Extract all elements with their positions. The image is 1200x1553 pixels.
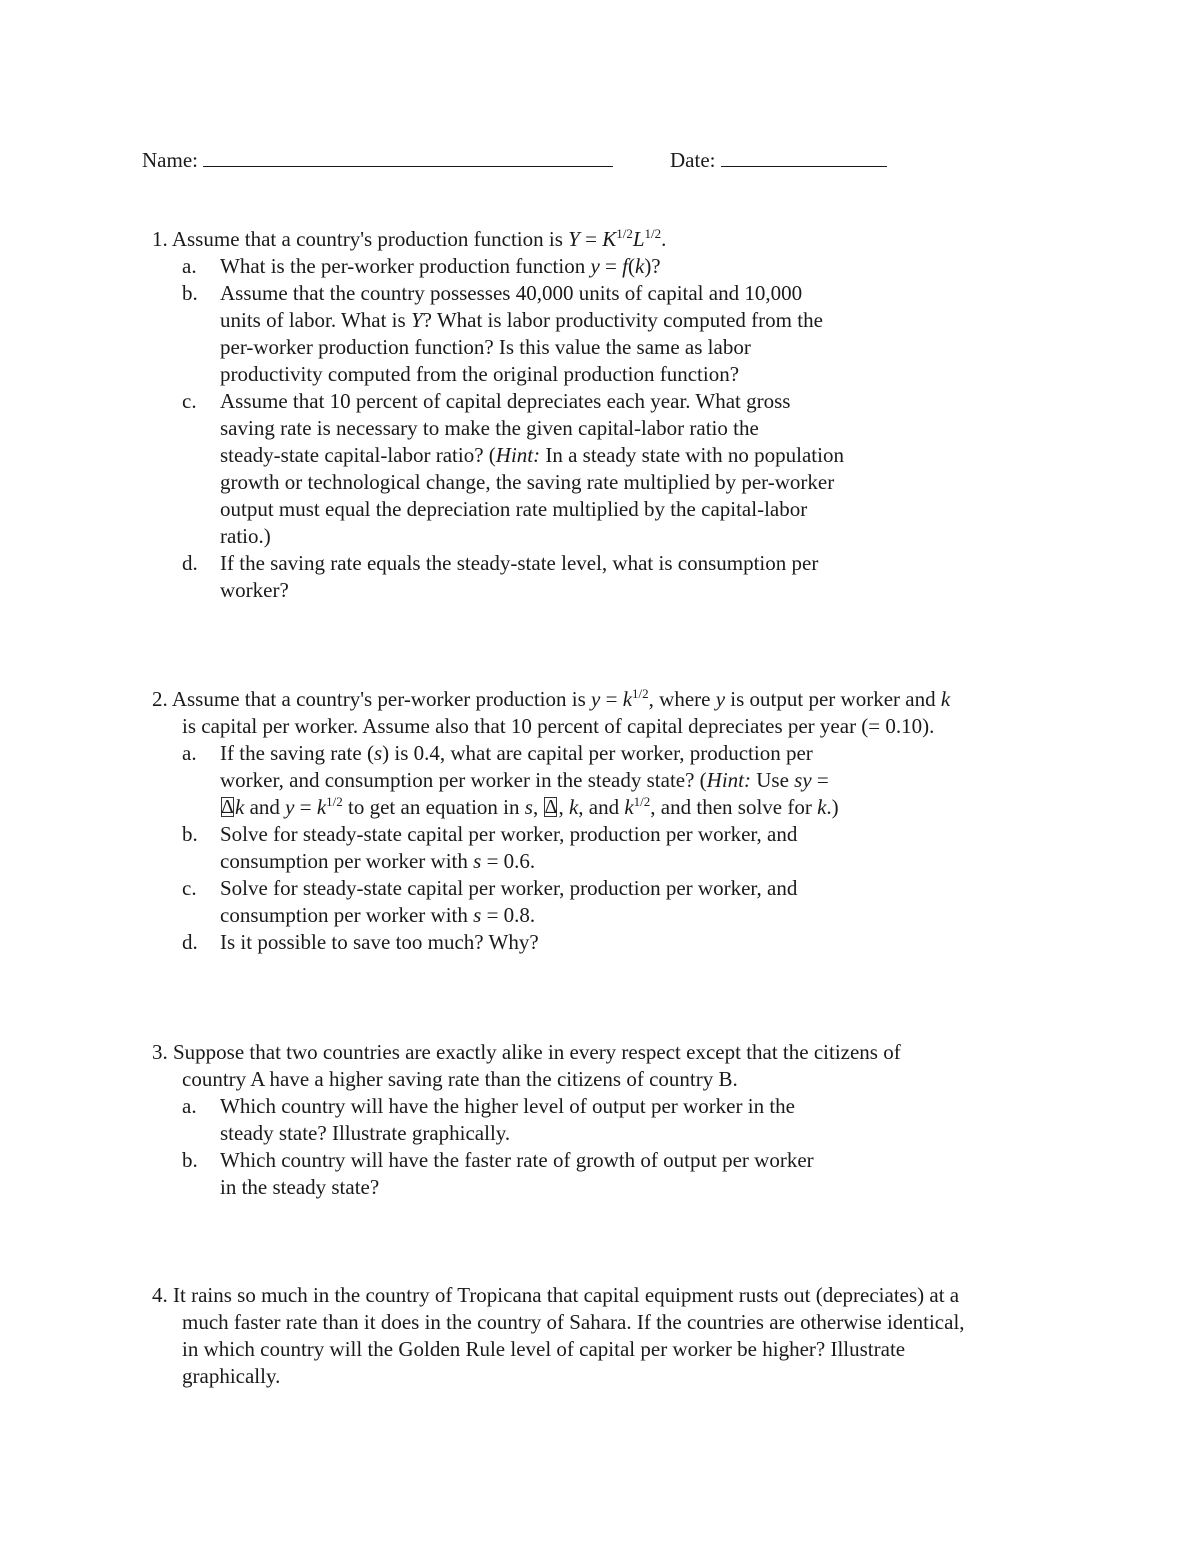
question-4-stem-line: graphically. xyxy=(182,1364,281,1388)
math-exponent: 1/2 xyxy=(644,226,662,241)
part-text: = 0.6. xyxy=(481,849,536,873)
math-var: Y xyxy=(568,227,580,251)
part-letter: b. xyxy=(182,1148,198,1172)
math-op: = xyxy=(600,687,623,711)
stem-text: Assume that a country's production function is xyxy=(171,227,569,251)
name-label: Name: xyxy=(142,148,198,172)
question-3-stem-line: country A have a higher saving rate than the citizens of country B. xyxy=(182,1067,738,1091)
math-exponent: 1/2 xyxy=(326,794,343,809)
question-4 xyxy=(152,1282,965,1390)
part-line xyxy=(220,767,950,794)
question-4-stem-line: in which country will the Golden Rule level of capital per worker be higher? Illustrate xyxy=(182,1337,906,1361)
question-1-stem xyxy=(152,226,844,253)
part-d xyxy=(152,550,844,604)
math-var: y xyxy=(715,687,726,711)
part-text: consumption per worker with xyxy=(220,903,474,927)
part-line: output must equal the depreciation rate multiplied by the capital-labor xyxy=(220,497,808,521)
math-var: k xyxy=(624,795,634,819)
part-a xyxy=(152,1093,901,1147)
part-a xyxy=(152,740,950,821)
name-blank-line[interactable] xyxy=(203,144,613,167)
part-letter: c. xyxy=(182,876,197,900)
part-letter: a. xyxy=(182,741,197,765)
part-letter: d. xyxy=(182,551,198,575)
stem-text: , where xyxy=(648,687,716,711)
part-text: , and xyxy=(578,795,625,819)
part-line xyxy=(220,794,950,821)
math-var: sy xyxy=(794,768,812,792)
part-line: ratio.) xyxy=(220,524,271,548)
part-b xyxy=(152,280,844,388)
hint-label: Hint: xyxy=(706,768,751,792)
part-b xyxy=(152,821,950,875)
question-number: 1. xyxy=(152,227,168,251)
part-text: and xyxy=(244,795,286,819)
part-line: Solve for steady-state capital per worker, production per worker, and xyxy=(220,822,798,846)
math-op: )? xyxy=(644,254,661,278)
question-3-parts xyxy=(152,1093,901,1201)
math-var: k xyxy=(235,795,245,819)
part-text: In a steady state with no population xyxy=(540,443,844,467)
math-var: y xyxy=(285,795,295,819)
math-var: k xyxy=(316,795,327,819)
question-2-parts xyxy=(152,740,950,956)
math-exponent: 1/2 xyxy=(616,226,633,241)
part-line xyxy=(220,848,950,875)
part-letter: b. xyxy=(182,281,198,305)
math-var: k xyxy=(940,687,951,711)
math-var: K xyxy=(602,227,617,251)
hint-label: Hint: xyxy=(495,443,541,467)
part-text: .) xyxy=(826,795,839,819)
part-line: worker? xyxy=(220,578,289,602)
part-text: ) is 0.4, what are capital per worker, production per xyxy=(382,741,813,765)
question-1 xyxy=(152,226,844,604)
math-var: s xyxy=(473,849,482,873)
math-var: Y xyxy=(410,308,423,332)
part-text: What is the per-worker production function xyxy=(220,254,591,278)
math-var: s xyxy=(524,795,533,819)
part-text: ? What is labor productivity computed from the xyxy=(422,308,823,332)
part-text: Use xyxy=(751,768,795,792)
part-line: Solve for steady-state capital per worker, production per worker, and xyxy=(220,876,798,900)
question-number: 3. xyxy=(152,1040,168,1064)
part-line: steady state? Illustrate graphically. xyxy=(220,1121,511,1145)
question-2 xyxy=(152,686,950,956)
delta-symbol-icon xyxy=(544,797,557,817)
part-text: = 0.8. xyxy=(481,903,536,927)
question-3-stem xyxy=(152,1039,901,1066)
part-text: , and then solve for xyxy=(650,795,818,819)
stem-text: Assume that a country's per-worker production is xyxy=(171,687,592,711)
part-letter: a. xyxy=(182,254,197,278)
math-op: = xyxy=(599,254,623,278)
part-line: productivity computed from the original production function? xyxy=(220,362,740,386)
question-2-stem-line: is capital per worker. Assume also that 10 percent of capital depreciates per year (= 0.10). xyxy=(182,714,935,738)
question-2-stem xyxy=(152,686,950,713)
part-line xyxy=(220,307,844,334)
part-text: units of labor. What is xyxy=(220,308,411,332)
part-letter: d. xyxy=(182,930,198,954)
date-label: Date: xyxy=(670,148,716,172)
math-var: k xyxy=(568,795,579,819)
question-4-stem xyxy=(152,1282,965,1309)
math-var: f xyxy=(622,254,628,278)
math-op: = xyxy=(579,227,603,251)
math-var: s xyxy=(473,903,482,927)
part-text: consumption per worker with xyxy=(220,849,474,873)
math-var: L xyxy=(632,227,645,251)
math-exponent: 1/2 xyxy=(632,686,649,701)
part-line: per-worker production function? Is this value the same as labor xyxy=(220,335,751,359)
question-3 xyxy=(152,1039,901,1201)
math-op: ( xyxy=(627,254,635,278)
part-line xyxy=(220,442,844,469)
name-field xyxy=(142,144,613,174)
part-line: in the steady state? xyxy=(220,1175,380,1199)
part-b xyxy=(152,1147,901,1201)
part-line: Which country will have the faster rate of growth of output per worker xyxy=(220,1148,814,1172)
stem-text: It rains so much in the country of Tropicana that capital equipment rusts out (depreciates) at a xyxy=(173,1283,960,1307)
question-number: 4. xyxy=(152,1283,168,1307)
part-line xyxy=(220,740,950,767)
math-exponent: 1/2 xyxy=(633,794,651,809)
part-letter: b. xyxy=(182,822,198,846)
part-line: growth or technological change, the saving rate multiplied by per-worker xyxy=(220,470,835,494)
part-line: Which country will have the higher level of output per worker in the xyxy=(220,1094,795,1118)
math-var: s xyxy=(373,741,383,765)
stem-text: . xyxy=(661,227,667,251)
part-line: Is it possible to save too much? Why? xyxy=(220,930,539,954)
math-var: k xyxy=(634,254,645,278)
part-c xyxy=(152,388,844,550)
question-number: 2. xyxy=(152,687,168,711)
part-text: If the saving rate ( xyxy=(220,741,374,765)
part-a xyxy=(152,253,844,280)
part-text: to get an equation in xyxy=(342,795,525,819)
part-text: worker, and consumption per worker in the steady state? ( xyxy=(220,768,707,792)
stem-text: Suppose that two countries are exactly alike in every respect except that the citizens of xyxy=(173,1040,901,1064)
part-text: steady-state capital-labor ratio? ( xyxy=(220,443,496,467)
delta-symbol-icon xyxy=(221,797,234,817)
part-line: saving rate is necessary to make the given capital-labor ratio the xyxy=(220,416,759,440)
part-text: , xyxy=(532,795,544,819)
part-line: Assume that the country possesses 40,000 units of capital and 10,000 xyxy=(220,281,803,305)
part-line xyxy=(220,902,950,929)
part-text: , xyxy=(558,795,569,819)
stem-text: is output per worker and xyxy=(725,687,941,711)
part-letter: a. xyxy=(182,1094,197,1118)
part-d xyxy=(152,929,950,956)
math-var: y xyxy=(590,254,600,278)
header xyxy=(142,144,902,174)
part-line: If the saving rate equals the steady-state level, what is consumption per xyxy=(220,551,819,575)
question-4-stem-line: much faster rate than it does in the country of Sahara. If the countries are otherwise identical, xyxy=(182,1310,965,1334)
part-line: Assume that 10 percent of capital depreciates each year. What gross xyxy=(220,389,791,413)
part-letter: c. xyxy=(182,389,197,413)
math-op: = xyxy=(294,795,317,819)
math-var: k xyxy=(817,795,827,819)
question-1-parts xyxy=(152,253,844,604)
date-field xyxy=(670,144,887,174)
math-var: k xyxy=(622,687,633,711)
math-var: y xyxy=(591,687,601,711)
part-c xyxy=(152,875,950,929)
date-blank-line[interactable] xyxy=(721,144,887,167)
part-text: = xyxy=(811,768,829,792)
